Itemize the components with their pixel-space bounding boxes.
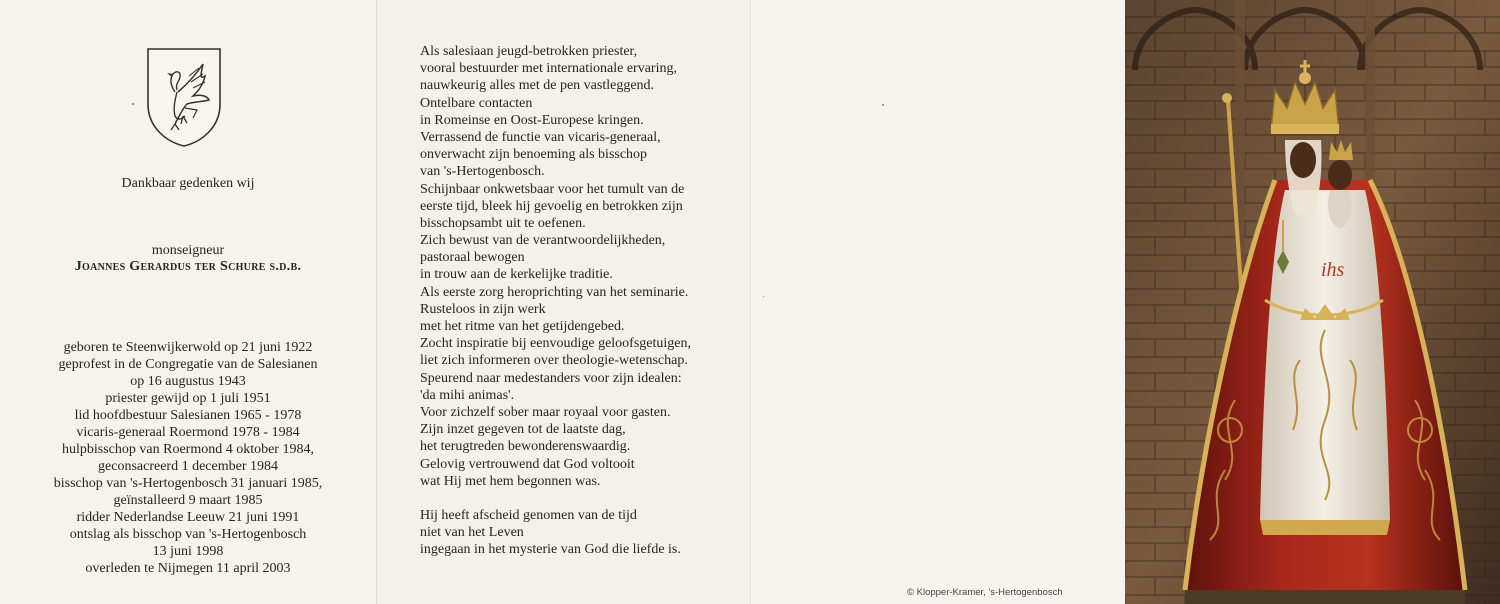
madonna-photo — [1125, 0, 1500, 604]
poem-line: niet van het Leven — [420, 525, 524, 541]
poem-line: ingegaan in het mysterie van God die liefde is. — [420, 542, 681, 558]
stanza-break — [420, 490, 691, 507]
poem-line: met het ritme van het getijdengebed. — [420, 319, 625, 334]
poem-line: Rusteloos in zijn werk — [420, 301, 546, 317]
paper-speck — [882, 104, 884, 106]
bio-line: hulpbisschop van Roermond 4 oktober 1984, — [62, 442, 314, 457]
poem-line: Voor zichzelf sober maar royaal voor gasten. — [420, 404, 671, 420]
bio-line: ontslag als bisschop van 's-Hertogenbosch — [69, 527, 307, 542]
memorial-poem — [420, 43, 691, 559]
poem-line: Zich bewust van de verantwoordelijkheden, — [420, 233, 666, 249]
biography — [0, 339, 376, 577]
bio-line: geboren te Steenwijkerwold op 21 juni 1922 — [63, 340, 313, 355]
bio-line: lid hoofdbestuur Salesianen 1965 - 1978 — [74, 408, 302, 423]
paper-speck — [132, 103, 134, 105]
bio-line: 13 juni 1998 — [152, 544, 224, 559]
poem-line: Gelovig vertrouwend dat God voltooit — [420, 456, 635, 472]
crowned-madonna-statue-image — [1125, 0, 1500, 604]
paper-speck — [763, 296, 764, 297]
poem-line: Als salesiaan jeugd-betrokken priester, — [420, 44, 638, 59]
blank-panel — [750, 0, 1126, 604]
honorific: monseigneur — [151, 243, 225, 258]
photo-credit: © Klopper-Kramer, 's-Hertogenbosch — [907, 587, 1063, 598]
poem-line: bisschopsambt uit te oefenen. — [420, 215, 586, 231]
ihs-monogram: ihs — [1321, 259, 1345, 281]
left-panel — [0, 0, 376, 604]
poem-line: Zocht inspiratie bij eenvoudige geloofsgetuigen, — [420, 336, 691, 352]
bio-line: geprofest in de Congregatie van de Salesianen — [58, 357, 318, 372]
bio-line: bisschop van 's-Hertogenbosch 31 januari 1985, — [53, 476, 323, 491]
bio-line: vicaris-generaal Roermond 1978 - 1984 — [76, 425, 300, 440]
poem-line: Als eerste zorg heroprichting van het seminarie. — [420, 284, 689, 300]
poem-line: in Romeinse en Oost-Europese kringen. — [420, 112, 644, 128]
poem-line: Zijn inzet gegeven tot de laatste dag, — [420, 422, 626, 438]
bio-line: geconsacreerd 1 december 1984 — [98, 459, 278, 474]
bio-line: op 16 augustus 1943 — [130, 374, 246, 389]
bio-line: overleden te Nijmegen 11 april 2003 — [85, 561, 291, 576]
poem-line: 'da mihi animas'. — [420, 387, 515, 403]
poem-line: Schijnbaar onkwetsbaar voor het tumult van de — [420, 181, 685, 197]
poem-line: het terugtreden bewonderenswaardig. — [420, 439, 631, 455]
poem-line: eerste tijd, bleek hij gevoelig en betrokken zijn — [420, 198, 683, 214]
bio-line: ridder Nederlandse Leeuw 21 juni 1991 — [76, 510, 300, 525]
dedication-line: Dankbaar gedenken wij — [121, 176, 255, 191]
poem-line: in trouw aan de kerkelijke traditie. — [420, 267, 613, 283]
poem-line: vooral bestuurder met internationale ervaring, — [420, 61, 677, 77]
heraldic-eagle-shield-icon — [145, 46, 223, 148]
poem-line: Speurend naar medestanders voor zijn idealen: — [420, 370, 682, 386]
poem-line: wat Hij met hem begonnen was. — [420, 473, 601, 489]
poem-line: van 's-Hertogenbosch. — [420, 164, 545, 180]
poem-line: Ontelbare contacten — [420, 95, 533, 111]
deceased-name: Joannes Gerardus ter Schure s.d.b. — [74, 259, 302, 274]
poem-line: Hij heeft afscheid genomen van de tijd — [420, 508, 637, 524]
poem-line: Verrassend de functie van vicaris-generaal, — [420, 129, 661, 145]
poem-line: liet zich informeren over theologie-wetenschap. — [420, 353, 688, 369]
bio-line: priester gewijd op 1 juli 1951 — [105, 391, 271, 406]
poem-line: nauwkeurig alles met de pen vastleggend. — [420, 78, 655, 94]
poem-line: pastoraal bewogen — [420, 250, 525, 266]
bio-line: geïnstalleerd 9 maart 1985 — [113, 493, 263, 508]
poem-line: onverwacht zijn benoeming als bisschop — [420, 147, 648, 163]
